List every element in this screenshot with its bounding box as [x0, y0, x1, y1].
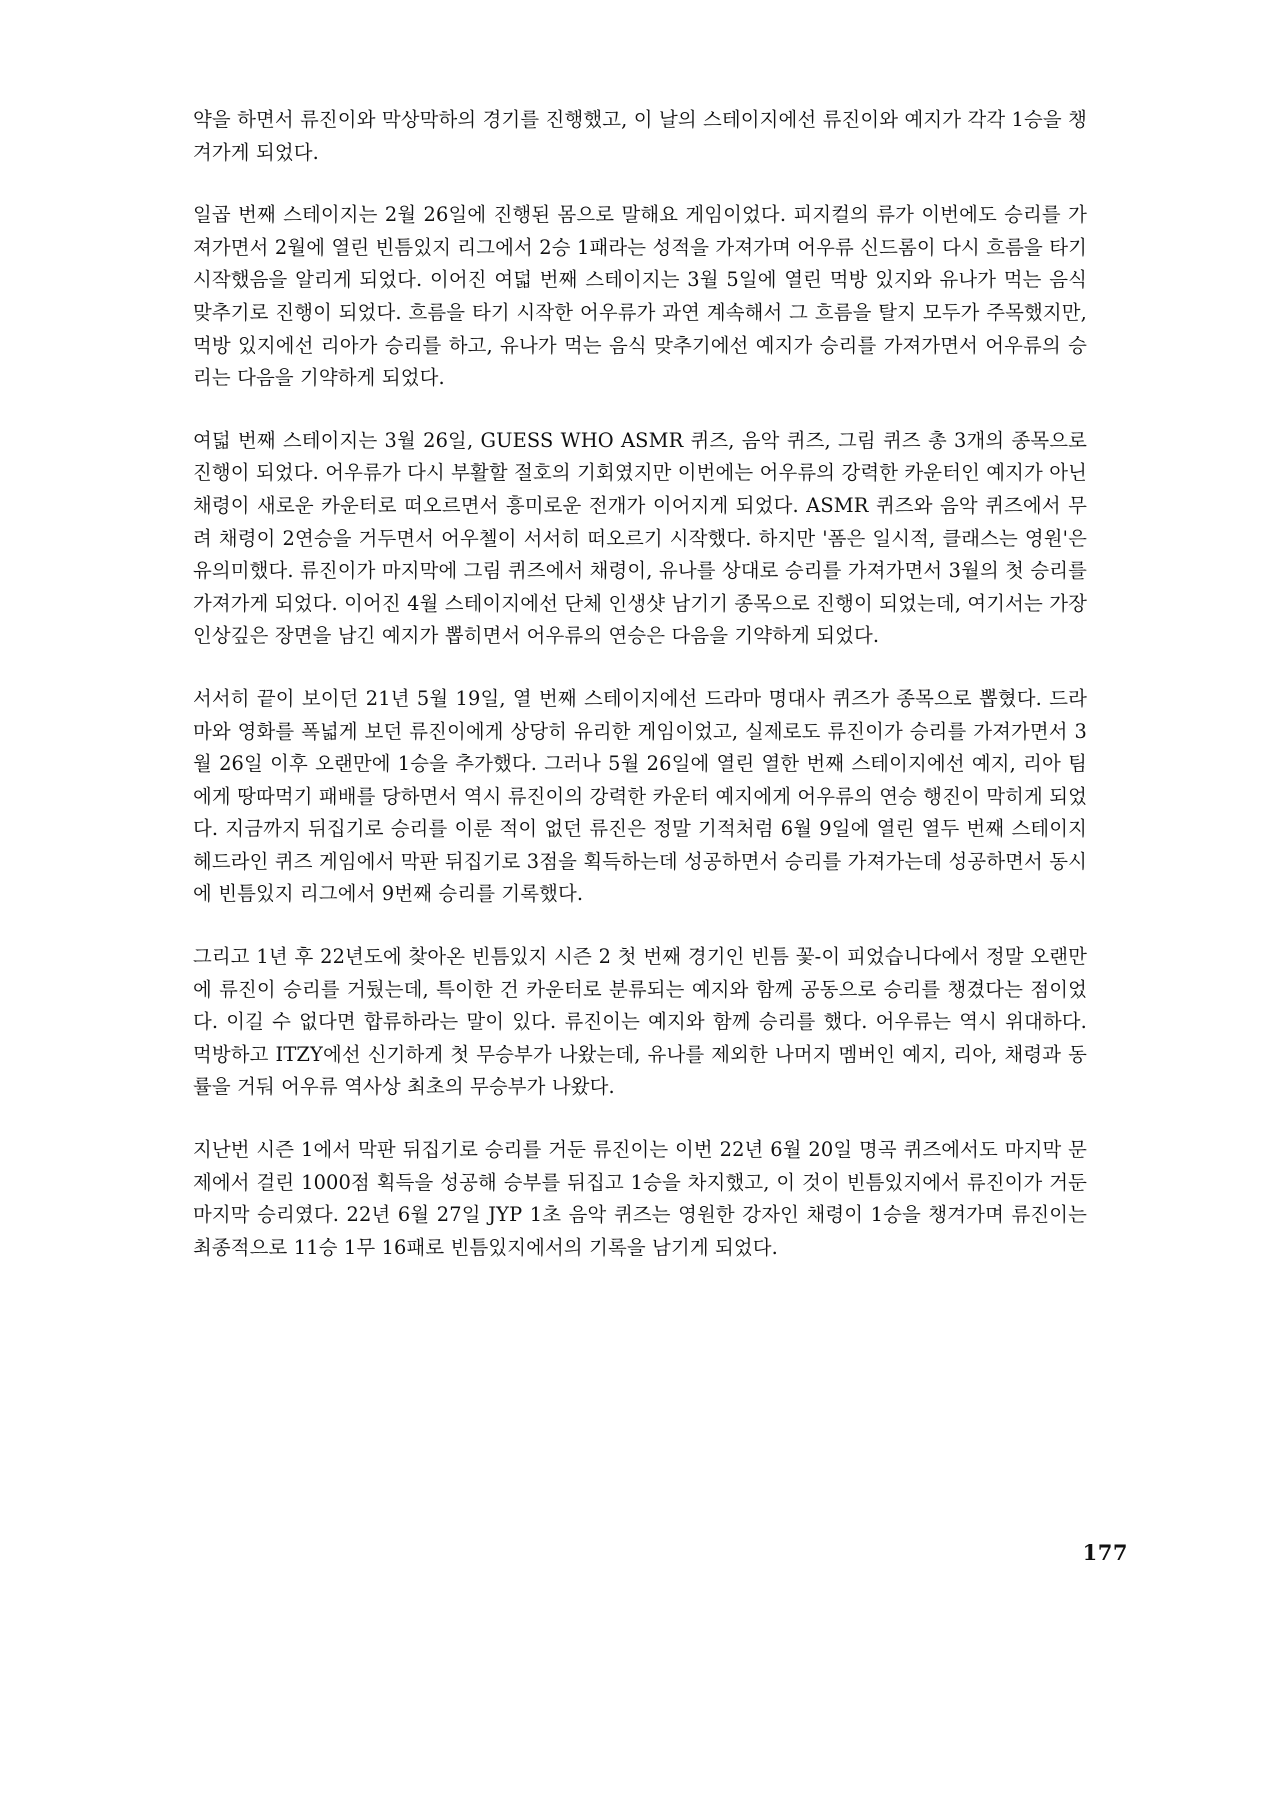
page-body-text [193, 104, 1087, 1264]
paragraph: 지난번 시즌 1에서 막판 뒤집기로 승리를 거둔 류진이는 이번 22년 6월 20일 명곡 퀴즈에서도 마지막 문제에서 걸린 1000점 획득을 성공해 승부를 뒤집고 1승을 차지했고, 이 것이 빈틈있지에서 류진이가 거둔 마지막 승리였다. 22년 6월 27일 JYP 1초 음악 퀴즈는 영원한 강자인 채령이 1승을 챙겨가며 류진이는 최종적으로 11승 1무 16패로 빈틈있지에서의 기록을 남기게 되었다. [193, 1138, 1087, 1259]
paragraph: 여덟 번째 스테이지는 3월 26일, GUESS WHO ASMR 퀴즈, 음악 퀴즈, 그림 퀴즈 총 3개의 종목으로 진행이 되었다. 어우류가 다시 부활할 절호의 기회였지만 이번에는 어우류의 강력한 카운터인 예지가 아닌 채령이 새로운 카운터로 떠오르면서 흥미로운 전개가 이어지게 되었다. ASMR 퀴즈와 음악 퀴즈에서 무려 채령이 2연승을 거두면서 어우첼이 서서히 떠오르기 시작했다. 하지만 '폼은 일시적, 클래스는 영원'은 유의미했다. 류진이가 마지막에 그림 퀴즈에서 채령이, 유나를 상대로 승리를 가져가면서 3월의 첫 승리를 가져가게 되었다. 이어진 4월 스테이지에선 단체 인생샷 남기기 종목으로 진행이 되었는데, 여기서는 가장 인상깊은 장면을 남긴 예지가 뽑히면서 어우류의 연승은 다음을 기약하게 되었다. [193, 428, 1087, 648]
paragraph: 일곱 번째 스테이지는 2월 26일에 진행된 몸으로 말해요 게임이었다. 피지컬의 류가 이번에도 승리를 가져가면서 2월에 열린 빈틈있지 리그에서 2승 1패라는 성적을 가져가며 어우류 신드롬이 다시 흐름을 타기 시작했음을 알리게 되었다. 이어진 여덟 번째 스테이지는 3월 5일에 열린 먹방 있지와 유나가 먹는 음식 맞추기로 진행이 되었다. 흐름을 타기 시작한 어우류가 과연 계속해서 그 흐름을 탈지 모두가 주목했지만, 먹방 있지에선 리아가 승리를 하고, 유나가 먹는 음식 맞추기에선 예지가 승리를 가져가면서 어우류의 승리는 다음을 기약하게 되었다. [193, 203, 1087, 390]
paragraph: 약을 하면서 류진이와 막상막하의 경기를 진행했고, 이 날의 스테이지에선 류진이와 예지가 각각 1승을 챙겨가게 되었다. [193, 108, 1087, 164]
paragraph: 그리고 1년 후 22년도에 찾아온 빈틈있지 시즌 2 첫 번째 경기인 빈틈 꽃-이 피었습니다에서 정말 오랜만에 류진이 승리를 거뒀는데, 특이한 건 카운터로 분류되는 예지와 함께 공동으로 승리를 챙겼다는 점이었다. 이길 수 없다면 합류하라는 말이 있다. 류진이는 예지와 함께 승리를 했다. 어우류는 역시 위대하다. 먹방하고 ITZY에선 신기하게 첫 무승부가 나왔는데, 유나를 제외한 나머지 멤버인 예지, 리아, 채령과 동률을 거둬 어우류 역사상 최초의 무승부가 나왔다. [193, 945, 1087, 1099]
paragraph: 서서히 끝이 보이던 21년 5월 19일, 열 번째 스테이지에선 드라마 명대사 퀴즈가 종목으로 뽑혔다. 드라마와 영화를 폭넓게 보던 류진이에게 상당히 유리한 게임이었고, 실제로도 류진이가 승리를 가져가면서 3월 26일 이후 오랜만에 1승을 추가했다. 그러나 5월 26일에 열린 열한 번째 스테이지에선 예지, 리아 팀에게 땅따먹기 패배를 당하면서 역시 류진이의 강력한 카운터 예지에게 어우류의 연승 행진이 막히게 되었다. 지금까지 뒤집기로 승리를 이룬 적이 없던 류진은 정말 기적처럼 6월 9일에 열린 열두 번째 스테이지 헤드라인 퀴즈 게임에서 막판 뒤집기로 3점을 획득하는데 성공하면서 승리를 가져가는데 성공하면서 동시에 빈틈있지 리그에서 9번째 승리를 기록했다. [193, 686, 1087, 906]
page-number: 177 [1082, 1540, 1128, 1565]
